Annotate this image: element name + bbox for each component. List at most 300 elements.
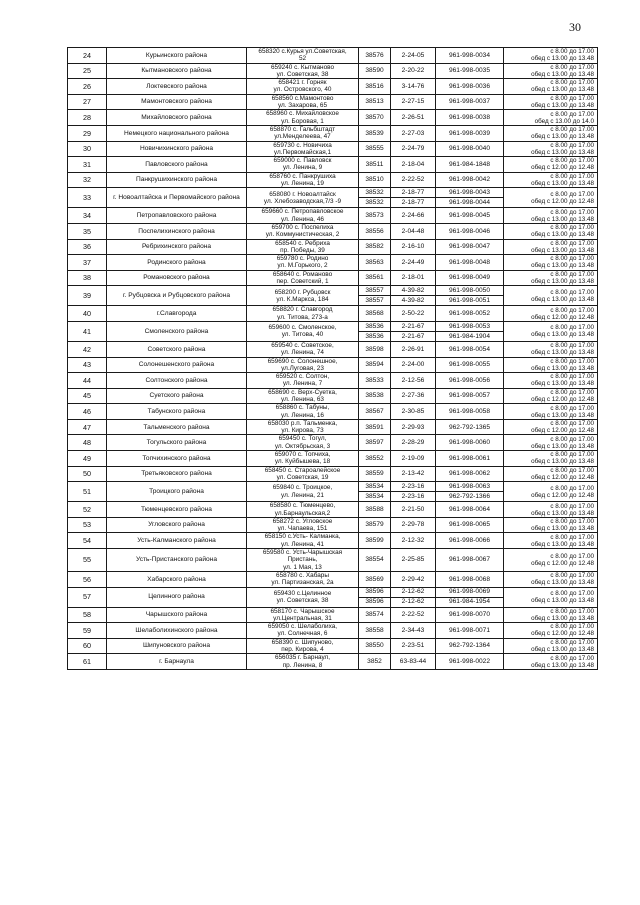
row-number: 57 [68, 587, 107, 607]
area-code: 38559 [359, 466, 391, 482]
phone-number: 2-18-01 [391, 270, 436, 286]
table-row [68, 451, 598, 467]
address-line: ул.Барнаульская,2 [274, 509, 331, 517]
working-hours [504, 419, 598, 435]
address-line: 658170 с. Чарышское [270, 607, 335, 615]
row-number: 43 [68, 357, 107, 373]
working-hours [504, 94, 598, 110]
address-line: ул. Захарова, 65 [277, 102, 328, 110]
phone-number: 2-21-67 [391, 321, 436, 331]
office-address [247, 451, 359, 467]
address-line: 658150 с.Усть- Калманка, [264, 533, 341, 541]
table-row [68, 239, 598, 255]
row-number: 44 [68, 373, 107, 389]
area-code: 38570 [359, 110, 391, 126]
mobile-number: 961-998-0040 [436, 141, 504, 157]
area-code: 38510 [359, 172, 391, 188]
office-address [247, 125, 359, 141]
address-line: ул. Солнечная, 6 [277, 630, 328, 638]
address-line: 658860 с. Табуны, [275, 404, 330, 412]
row-number: 56 [68, 571, 107, 587]
address-line: 658780 с. Хабары [276, 571, 329, 579]
office-address [247, 172, 359, 188]
phone-number: 2-26-51 [391, 110, 436, 126]
office-name: Солонешенского района [107, 357, 247, 373]
working-hours [504, 63, 598, 79]
hours-line: обед с 13.00 до 13.48 [531, 579, 594, 587]
address-line: 52 [298, 55, 307, 63]
address-line: ул. Ленина, 9 [282, 164, 323, 172]
office-address [247, 270, 359, 286]
area-code: 38598 [359, 341, 391, 357]
table-row [68, 638, 598, 654]
area-code: 3852 [359, 654, 391, 670]
hours-line: обед с 12.00 до 12.48 [531, 313, 594, 321]
working-hours [504, 373, 598, 389]
phone-number: 2-50-22 [391, 306, 436, 322]
working-hours [504, 270, 598, 286]
mobile-number: 961-998-0064 [436, 502, 504, 518]
working-hours [504, 306, 598, 322]
row-number: 33 [68, 188, 107, 208]
address-line: пер. Советский, 1 [276, 278, 329, 286]
table-row [68, 482, 598, 492]
address-line: 658960 с. Михайловское [266, 110, 339, 118]
address-line: 659000 с. Павловск [273, 157, 332, 165]
office-address [247, 435, 359, 451]
row-number: 48 [68, 435, 107, 451]
working-hours [504, 502, 598, 518]
phone-number: 2-21-50 [391, 502, 436, 518]
address-line: 659580 с. Усть-Чарышская [262, 549, 343, 557]
mobile-number: 961-998-0039 [436, 125, 504, 141]
area-code: 38588 [359, 502, 391, 518]
address-line: 659070 с. Топчиха, [274, 451, 331, 459]
row-number: 58 [68, 607, 107, 623]
phone-number: 2-12-62 [391, 587, 436, 597]
hours-line: обед с 12.00 до 12.48 [531, 491, 594, 499]
working-hours [504, 587, 598, 607]
address-line: 659690 с. Солонешное, [267, 357, 338, 365]
office-address [247, 94, 359, 110]
phone-number: 2-28-29 [391, 435, 436, 451]
area-code: 38555 [359, 141, 391, 157]
working-hours [504, 482, 598, 502]
hours-line: с 8.00 до 17.00 [550, 48, 594, 56]
phone-number: 2-23-51 [391, 638, 436, 654]
office-address [247, 623, 359, 639]
phone-number: 2-24-66 [391, 208, 436, 224]
address-line: ул. М.Горького, 2 [277, 262, 328, 270]
address-line: ул. Советская, 19 [276, 473, 329, 481]
address-line: 658760 с. Панкрушиха [269, 172, 336, 180]
row-number: 53 [68, 517, 107, 533]
office-address [247, 607, 359, 623]
hours-line: обед с 13.00 до 13.48 [531, 540, 594, 548]
address-line: 659050 с. Шелаболиха, [267, 623, 338, 631]
hours-line: обед с 13.00 до 13.48 [531, 380, 594, 388]
office-address [247, 110, 359, 126]
hours-line: обед с 13.00 до 13.48 [531, 525, 594, 533]
phone-number: 63-83-44 [391, 654, 436, 670]
area-code: 38513 [359, 94, 391, 110]
office-address [247, 141, 359, 157]
table-row [68, 188, 598, 198]
address-line: ул. Кирова, 73 [281, 427, 324, 435]
office-address [247, 239, 359, 255]
mobile-number: 961-998-0049 [436, 270, 504, 286]
mobile-number: 961-998-0044 [436, 198, 504, 208]
hours-line: с 8.00 до 17.00 [550, 190, 594, 198]
address-line: 659450 с. Тогул, [278, 435, 327, 443]
hours-line: обед с 13.00 до 13.48 [531, 278, 594, 286]
phone-number: 2-29-42 [391, 571, 436, 587]
address-line: пр. Ленина, 8 [282, 661, 323, 669]
mobile-number: 961-998-0051 [436, 296, 504, 306]
address-line: 659780 с. Родино [276, 255, 329, 263]
hours-line: обед с 12.00 до 12.48 [531, 395, 594, 403]
address-line: 659600 с. Смоленское, [268, 324, 337, 332]
mobile-number: 961-998-0038 [436, 110, 504, 126]
phone-number: 2-25-85 [391, 549, 436, 572]
hours-line: обед с 13.00 до 13.48 [531, 215, 594, 223]
table-row [68, 623, 598, 639]
address-line: ул. Ленина, 16 [281, 411, 324, 419]
phone-number: 2-04-48 [391, 223, 436, 239]
phone-number: 4-39-82 [391, 296, 436, 306]
phone-number: 2-29-93 [391, 419, 436, 435]
mobile-number: 961-998-0063 [436, 482, 504, 492]
office-address [247, 571, 359, 587]
address-line: 658080 г. Новоалтайск [269, 190, 336, 198]
hours-line: обед с 13.00 до 13.48 [531, 331, 594, 339]
hours-line: обед с 13.00 до 13.48 [531, 133, 594, 141]
area-code: 38594 [359, 357, 391, 373]
phone-number: 2-18-77 [391, 198, 436, 208]
phone-number: 2-26-91 [391, 341, 436, 357]
address-line: ул. Ленина, 19 [281, 180, 324, 188]
address-line: 658820 г. Славгород [272, 306, 333, 314]
table-row [68, 502, 598, 518]
phone-number: 3-14-76 [391, 79, 436, 95]
working-hours [504, 321, 598, 341]
mobile-number: 961-998-0022 [436, 654, 504, 670]
table-row [68, 571, 598, 587]
office-name: Тальменского района [107, 419, 247, 435]
row-number: 24 [68, 48, 107, 64]
working-hours [504, 404, 598, 420]
row-number: 41 [68, 321, 107, 341]
address-line: ул.Луговая, 23 [281, 364, 324, 372]
hours-line: с 8.00 до 17.00 [550, 141, 594, 149]
office-name: Локтевского района [107, 79, 247, 95]
hours-line: с 8.00 до 17.00 [550, 533, 594, 541]
office-name: Советского района [107, 341, 247, 357]
address-line: 658540 с. Ребриха [275, 239, 330, 247]
area-code: 38558 [359, 623, 391, 639]
working-hours [504, 239, 598, 255]
working-hours [504, 125, 598, 141]
address-line: 658320 с.Курья ул.Советская, [258, 48, 347, 55]
address-line: ул.Центральная, 31 [273, 614, 332, 622]
office-address [247, 341, 359, 357]
row-number: 52 [68, 502, 107, 518]
address-line: 658450 с. Староалейское [264, 466, 341, 474]
area-code: 38557 [359, 296, 391, 306]
hours-line: обед с 13.00 до 13.48 [531, 661, 594, 669]
address-line: ул.Менделеева, 47 [274, 133, 331, 141]
mobile-number: 961-984-1848 [436, 157, 504, 173]
table-row [68, 110, 598, 126]
table-row [68, 157, 598, 173]
area-code: 38596 [359, 597, 391, 607]
area-code: 38590 [359, 63, 391, 79]
mobile-number: 961-998-0061 [436, 451, 504, 467]
office-name: Целинного района [107, 587, 247, 607]
page-number: 30 [569, 20, 581, 34]
table-row [68, 270, 598, 286]
table-row [68, 141, 598, 157]
office-name: Романовского района [107, 270, 247, 286]
hours-line: с 8.00 до 17.00 [550, 388, 594, 396]
area-code: 38532 [359, 198, 391, 208]
working-hours [504, 607, 598, 623]
office-address [247, 587, 359, 607]
address-line: 659660 с. Петропавловское [261, 208, 344, 216]
area-code: 38550 [359, 638, 391, 654]
table-row [68, 388, 598, 404]
office-address [247, 502, 359, 518]
hours-line: с 8.00 до 17.00 [550, 623, 594, 631]
row-number: 51 [68, 482, 107, 502]
address-line: Пристань, [287, 556, 318, 564]
working-hours [504, 255, 598, 271]
address-line: ул. Титова, 273-а [277, 313, 328, 321]
address-line: ул. Ленина, 63 [281, 395, 324, 403]
mobile-number: 961-998-0058 [436, 404, 504, 420]
area-code: 38591 [359, 419, 391, 435]
table-row [68, 607, 598, 623]
office-address [247, 48, 359, 64]
address-line: 658640 с. Романово [272, 270, 333, 278]
office-name: Тогульского района [107, 435, 247, 451]
office-address [247, 549, 359, 572]
row-number: 47 [68, 419, 107, 435]
office-name: Панкрушихинского района [107, 172, 247, 188]
area-code: 38567 [359, 404, 391, 420]
phone-number: 2-34-43 [391, 623, 436, 639]
working-hours [504, 341, 598, 357]
address-line: ул. Хлебозаводская,7/3 -9 [263, 197, 342, 205]
table-row [68, 172, 598, 188]
office-address [247, 306, 359, 322]
office-address [247, 373, 359, 389]
row-number: 31 [68, 157, 107, 173]
address-line: ул. Чапаева, 151 [277, 525, 328, 533]
hours-line: с 8.00 до 17.00 [550, 404, 594, 412]
mobile-number: 961-998-0048 [436, 255, 504, 271]
hours-line: с 8.00 до 17.00 [550, 552, 594, 560]
hours-line: с 8.00 до 17.00 [550, 420, 594, 428]
office-name: Петропавловского района [107, 208, 247, 224]
area-code: 38569 [359, 571, 391, 587]
address-line: 658580 с. Тюменцево, [269, 502, 336, 510]
working-hours [504, 654, 598, 670]
hours-line: обед с 13.00 до 13.48 [531, 349, 594, 357]
phone-number: 2-16-10 [391, 239, 436, 255]
area-code: 38597 [359, 435, 391, 451]
hours-line: обед с 13.00 до 13.48 [531, 411, 594, 419]
mobile-number: 961-998-0037 [436, 94, 504, 110]
row-number: 29 [68, 125, 107, 141]
address-line: 659730 с. Новичиха [273, 141, 332, 149]
phone-number: 2-23-16 [391, 492, 436, 502]
area-code: 38534 [359, 482, 391, 492]
hours-line: обед с 13.00 до 13.48 [531, 646, 594, 653]
row-number: 50 [68, 466, 107, 482]
area-code: 38568 [359, 306, 391, 322]
phone-number: 2-27-36 [391, 388, 436, 404]
row-number: 49 [68, 451, 107, 467]
area-code: 38554 [359, 549, 391, 572]
hours-line: с 8.00 до 17.00 [550, 126, 594, 134]
office-name: г. Рубцовска и Рубцовского района [107, 286, 247, 306]
office-address [247, 157, 359, 173]
area-code: 38582 [359, 239, 391, 255]
office-address [247, 533, 359, 549]
office-name: Поспелихинского района [107, 223, 247, 239]
office-name: Тюменцевского района [107, 502, 247, 518]
hours-line: с 8.00 до 17.00 [550, 288, 594, 296]
hours-line: с 8.00 до 17.00 [550, 654, 594, 662]
hours-line: с 8.00 до 17.00 [550, 518, 594, 526]
table-row [68, 63, 598, 79]
row-number: 34 [68, 208, 107, 224]
row-number: 39 [68, 286, 107, 306]
row-number: 27 [68, 94, 107, 110]
mobile-number: 961-998-0068 [436, 571, 504, 587]
table-row [68, 587, 598, 597]
hours-line: с 8.00 до 17.00 [550, 79, 594, 87]
phone-number: 2-22-52 [391, 607, 436, 623]
table-row [68, 435, 598, 451]
phone-number: 2-29-78 [391, 517, 436, 533]
row-number: 46 [68, 404, 107, 420]
hours-line: обед с 13.00 до 13.48 [531, 148, 594, 156]
table-row [68, 357, 598, 373]
hours-line: с 8.00 до 17.00 [550, 157, 594, 165]
mobile-number: 961-998-0047 [436, 239, 504, 255]
table-row [68, 94, 598, 110]
row-number: 25 [68, 63, 107, 79]
area-code: 38533 [359, 373, 391, 389]
table-row [68, 48, 598, 64]
hours-line: с 8.00 до 17.00 [550, 502, 594, 510]
hours-line: с 8.00 до 17.00 [550, 373, 594, 381]
working-hours [504, 388, 598, 404]
address-line: ул. Ленина, 74 [281, 349, 324, 357]
mobile-number: 961-998-0067 [436, 549, 504, 572]
working-hours [504, 623, 598, 639]
working-hours [504, 638, 598, 654]
hours-line: обед с 13.00 до 13.48 [531, 231, 594, 239]
phone-number: 2-22-52 [391, 172, 436, 188]
hours-line: обед с 13.00 до 13.48 [531, 364, 594, 372]
hours-line: с 8.00 до 17.00 [550, 342, 594, 350]
office-address [247, 79, 359, 95]
address-line: 658200 г. Рубцовск [274, 288, 331, 296]
area-code: 38561 [359, 270, 391, 286]
address-line: 659240 с. Кытманово [271, 63, 334, 71]
address-line: ул. Куйбышева, 18 [274, 458, 331, 466]
row-number: 45 [68, 388, 107, 404]
address-line: 659540 с. Советское, [271, 341, 334, 349]
working-hours [504, 517, 598, 533]
mobile-number: 961-998-0056 [436, 373, 504, 389]
phone-number: 2-18-04 [391, 157, 436, 173]
mobile-number: 961-984-1904 [436, 331, 504, 341]
office-address [247, 286, 359, 306]
phone-number: 2-12-56 [391, 373, 436, 389]
address-line: ул. Советская, 38 [276, 597, 329, 605]
mobile-number: 961-998-0054 [436, 341, 504, 357]
mobile-number: 961-998-0060 [436, 435, 504, 451]
mobile-number: 961-998-0066 [436, 533, 504, 549]
working-hours [504, 571, 598, 587]
table-row [68, 466, 598, 482]
hours-line: с 8.00 до 17.00 [550, 95, 594, 103]
address-line: 659700 с. Поспелиха [271, 223, 334, 231]
office-name: Родинского района [107, 255, 247, 271]
working-hours [504, 172, 598, 188]
hours-line: обед с 13.00 до 13.48 [531, 262, 594, 270]
area-code: 38538 [359, 388, 391, 404]
hours-line: с 8.00 до 17.00 [550, 607, 594, 615]
hours-line: обед с 13.00 до 13.48 [531, 70, 594, 78]
table-row [68, 255, 598, 271]
row-number: 37 [68, 255, 107, 271]
address-line: ул. Ленина, 21 [281, 491, 324, 499]
mobile-number: 961-998-0043 [436, 188, 504, 198]
office-name: Ребрихинского района [107, 239, 247, 255]
area-code: 38536 [359, 321, 391, 331]
office-address [247, 357, 359, 373]
area-code: 38539 [359, 125, 391, 141]
address-line: ул. Октябрьская, 3 [274, 442, 331, 450]
working-hours [504, 549, 598, 572]
office-name: Троицкого района [107, 482, 247, 502]
hours-line: с 8.00 до 17.00 [550, 357, 594, 365]
area-code: 38599 [359, 533, 391, 549]
contacts-table [67, 47, 598, 670]
office-address [247, 638, 359, 654]
mobile-number: 962-792-1364 [436, 638, 504, 654]
phone-number: 2-24-79 [391, 141, 436, 157]
address-line: ул.Первомайская,1 [273, 148, 332, 156]
hours-line: с 8.00 до 17.00 [550, 271, 594, 279]
hours-line: с 8.00 до 17.00 [550, 306, 594, 314]
area-code: 38563 [359, 255, 391, 271]
row-number: 32 [68, 172, 107, 188]
hours-line: обед с 13.00 до 14.0 [534, 117, 594, 125]
address-line: ул. К.Маркса, 184 [276, 295, 329, 303]
hours-line: с 8.00 до 17.00 [550, 324, 594, 332]
row-number: 40 [68, 306, 107, 322]
phone-number: 2-21-67 [391, 331, 436, 341]
address-line: пр. Победы, 39 [280, 246, 325, 254]
office-name: Михайловского района [107, 110, 247, 126]
table-row [68, 373, 598, 389]
